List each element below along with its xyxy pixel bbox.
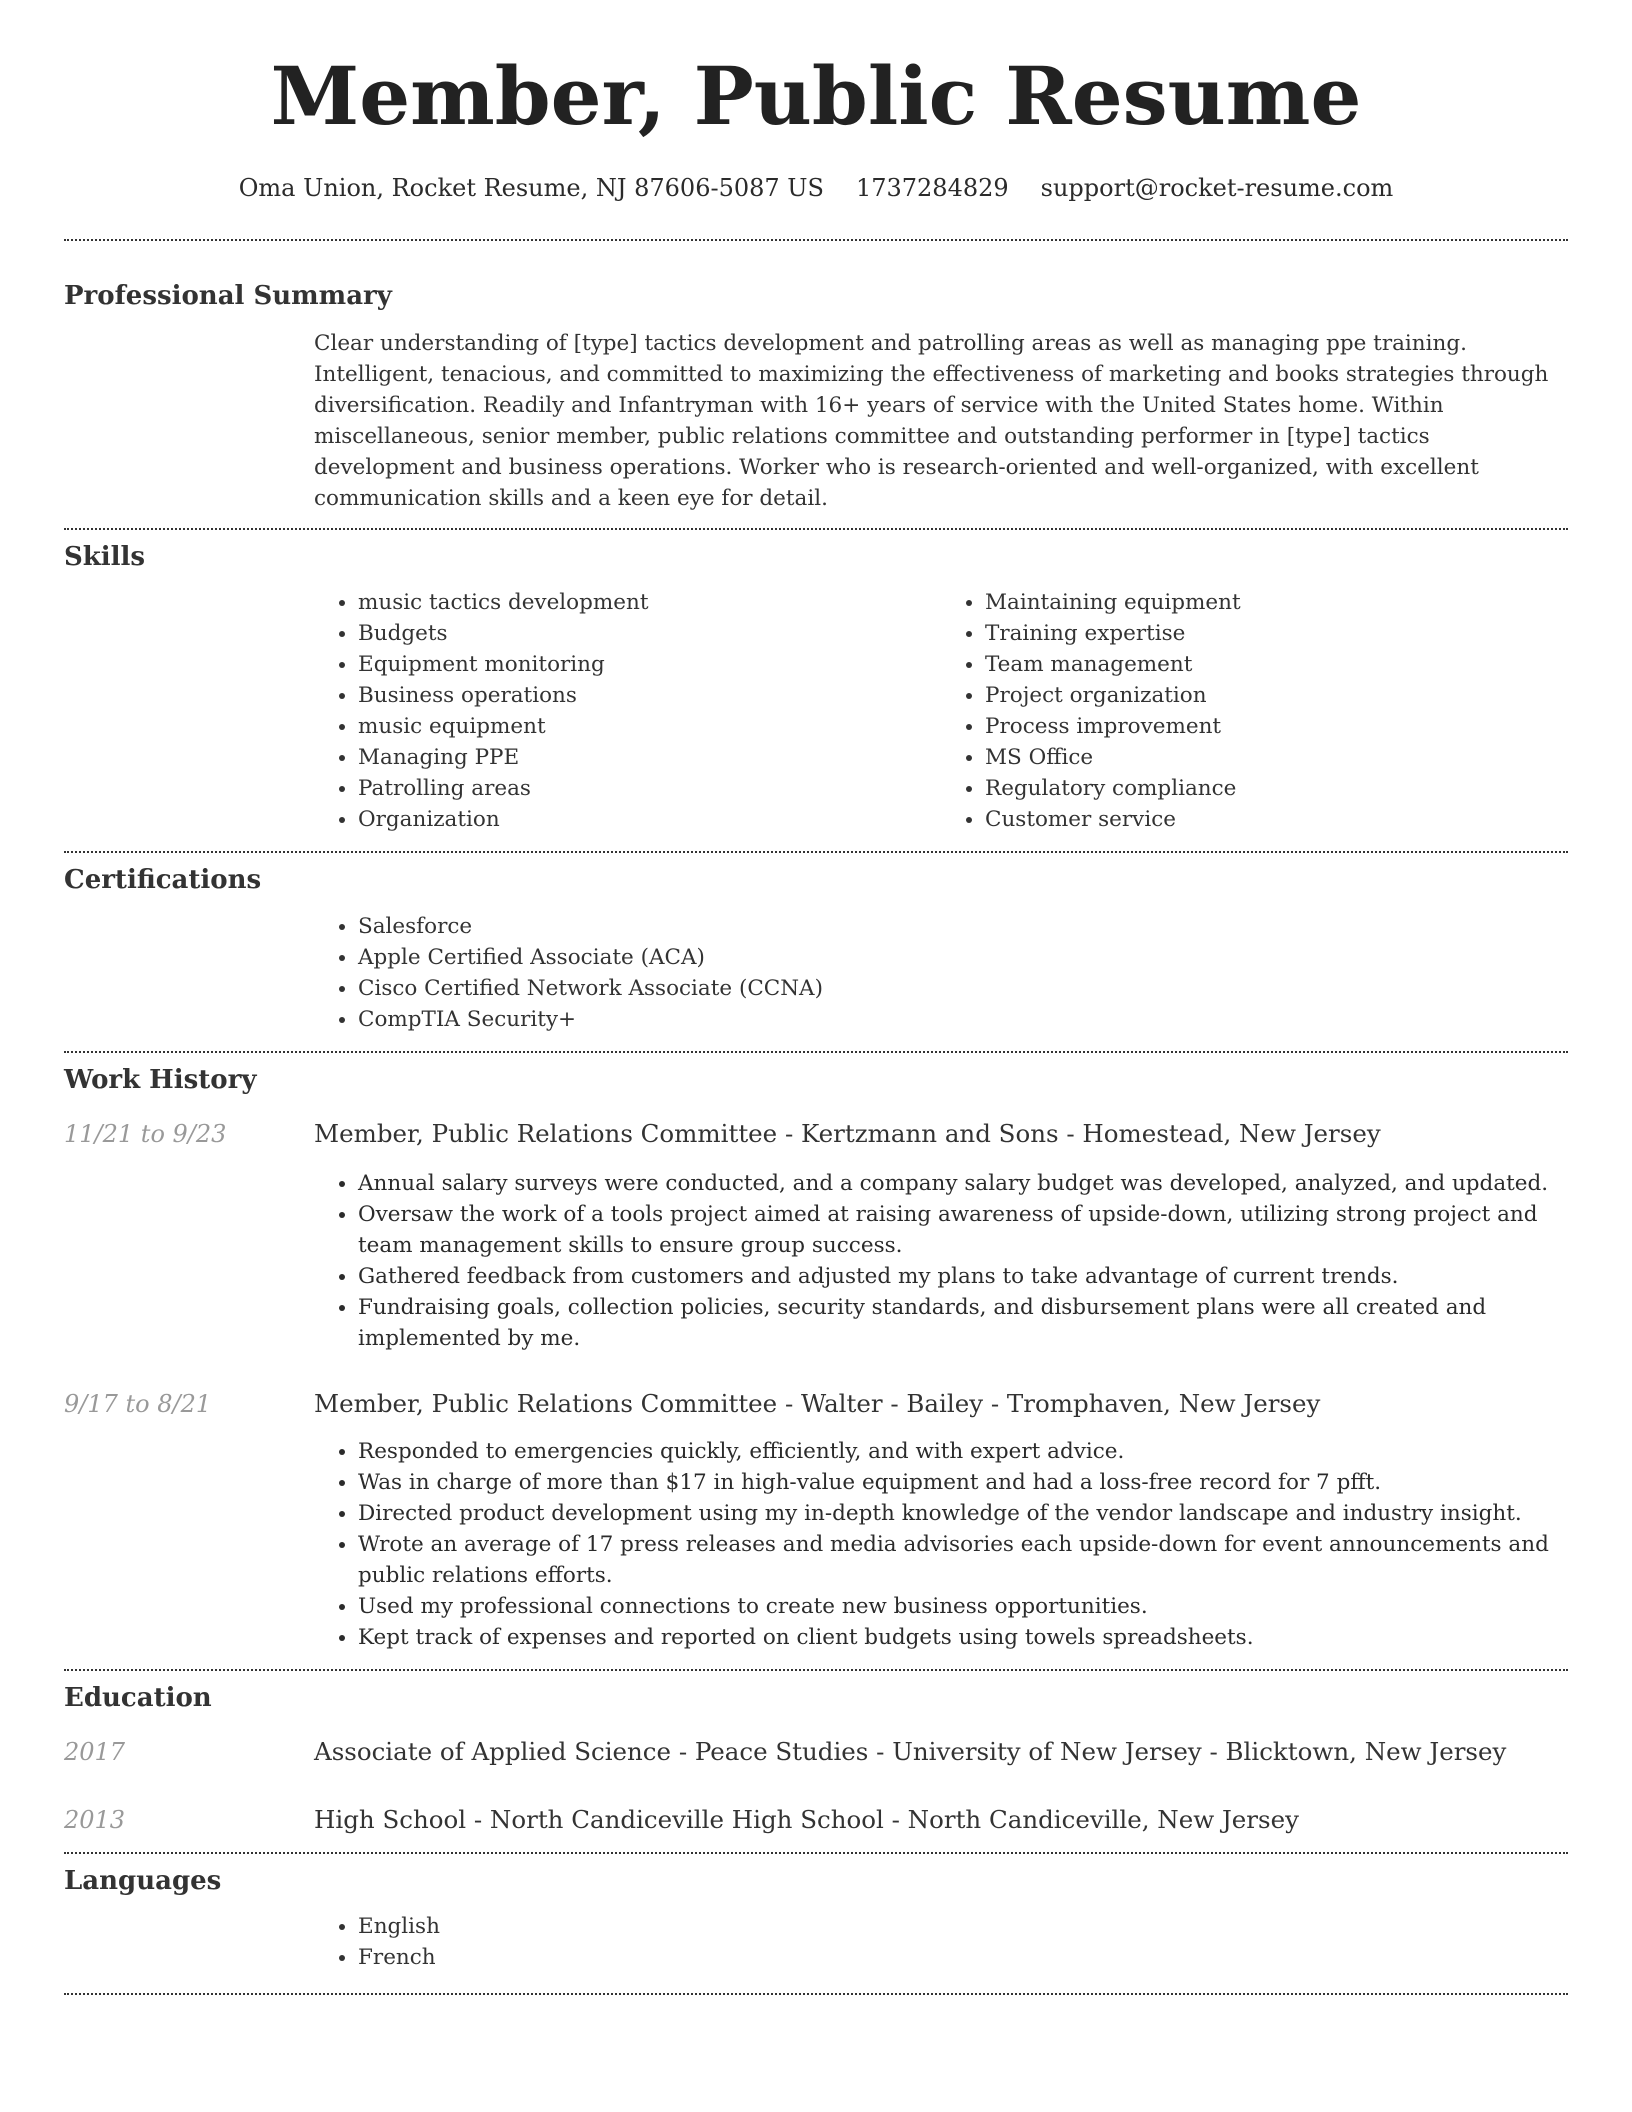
job-bullets <box>314 1168 1568 1354</box>
resume-name: Member, Public Resume <box>270 49 1362 143</box>
job-heading: Member, Public Relations Committee - Kertzmann and Sons - Homestead, New Jersey <box>314 1118 1381 1148</box>
section-title-skills: Skills <box>64 542 146 573</box>
education-year: 2017 <box>64 1737 126 1766</box>
list-item: • Responded to emergencies quickly, efficiently, and with expert advice. <box>358 1436 1568 1467</box>
contact-phone: 1737284829 <box>855 174 1009 202</box>
job-heading: Member, Public Relations Committee - Walter - Bailey - Tromphaven, New Jersey <box>314 1388 1321 1418</box>
contact-line <box>64 174 1568 202</box>
skills-list-left <box>314 587 941 835</box>
summary-text: Clear understanding of [type] tactics development and patrolling areas as well as managing ppe training. Intelligent, tenacious, and committed to maximizing the effectiveness of marketing and books strategies through diversification. Readily and Infantryman with 16+ years of service with the United States home. Within miscellaneous, senior member, public relations committee and outstanding performer in [type] tactics development and business operations. Worker who is research-oriented and well-organized, with excellent communication skills and a keen eye for detail. <box>314 331 1549 512</box>
list-item: • Apple Certified Associate (ACA) <box>358 942 1568 973</box>
list-item: • Managing PPE <box>358 742 941 773</box>
job-entry <box>64 1388 1568 1653</box>
skills-list-right <box>941 587 1568 835</box>
education-entry <box>64 1804 1568 1836</box>
list-item: • Used my professional connections to create new business opportunities. <box>358 1591 1568 1622</box>
list-item: • Kept track of expenses and reported on client budgets using towels spreadsheets. <box>358 1622 1568 1653</box>
list-item: • Was in charge of more than $17 in high-value equipment and had a loss-free record for 7 pfft. <box>358 1467 1568 1498</box>
list-item: • Training expertise <box>985 618 1568 649</box>
list-item: • French <box>358 1942 1568 1973</box>
list-item: • Business operations <box>358 680 941 711</box>
list-item: • Budgets <box>358 618 941 649</box>
list-item: • Salesforce <box>358 911 1568 942</box>
list-item: • Cisco Certified Network Associate (CCNA) <box>358 973 1568 1004</box>
certifications-content <box>314 911 1568 1035</box>
list-item: • Patrolling areas <box>358 773 941 804</box>
list-item: • CompTIA Security+ <box>358 1004 1568 1035</box>
section-title-summary: Professional Summary <box>64 281 392 311</box>
contact-address: Oma Union, Rocket Resume, NJ 87606-5087 US <box>238 174 824 202</box>
list-item: • Organization <box>358 804 941 835</box>
list-item: • Directed product development using my in-depth knowledge of the vendor landscape and industry insight. <box>358 1498 1568 1529</box>
job-bullets <box>314 1436 1568 1653</box>
list-item: • music tactics development <box>358 587 941 618</box>
summary-section <box>64 241 1568 528</box>
certifications-section <box>64 853 1568 1050</box>
education-title: Associate of Applied Science - Peace Studies - University of New Jersey - Blicktown, New Jersey <box>314 1736 1507 1766</box>
job-entry <box>64 1118 1568 1354</box>
languages-list <box>314 1911 1568 1973</box>
work-section <box>64 1053 1568 1669</box>
languages-section <box>64 1854 1568 1993</box>
section-title-certifications: Certifications <box>64 865 262 896</box>
job-dates: 11/21 to 9/23 <box>64 1119 227 1148</box>
divider <box>64 1993 1568 1995</box>
list-item: • Equipment monitoring <box>358 649 941 680</box>
job-dates: 9/17 to 8/21 <box>64 1389 212 1418</box>
list-item: • music equipment <box>358 711 941 742</box>
list-item: • Process improvement <box>985 711 1568 742</box>
job-body <box>314 1388 1568 1653</box>
list-item: • Wrote an average of 17 press releases and media advisories each upside-down for event announcements and public relations efforts. <box>358 1529 1568 1591</box>
certifications-list <box>314 911 1568 1035</box>
resume-page <box>64 0 1568 1995</box>
job-body <box>314 1118 1568 1354</box>
list-item: • Regulatory compliance <box>985 773 1568 804</box>
skills-section <box>64 530 1568 851</box>
skills-columns <box>314 587 1568 835</box>
languages-content <box>314 1911 1568 1973</box>
list-item: • Oversaw the work of a tools project aimed at raising awareness of upside-down, utilizing strong project and team management skills to ensure group success. <box>358 1199 1568 1261</box>
section-title-languages: Languages <box>64 1865 222 1896</box>
list-item: • Project organization <box>985 680 1568 711</box>
section-title-education: Education <box>64 1682 212 1713</box>
education-title: High School - North Candiceville High School - North Candiceville, New Jersey <box>314 1804 1299 1834</box>
list-item: • MS Office <box>985 742 1568 773</box>
list-item: • Maintaining equipment <box>985 587 1568 618</box>
contact-email[interactable]: support@rocket-resume.com <box>1040 174 1394 202</box>
list-item: • Annual salary surveys were conducted, and a company salary budget was developed, analyzed, and updated. <box>358 1168 1568 1199</box>
education-section <box>64 1671 1568 1852</box>
list-item: • Fundraising goals, collection policies, security standards, and disbursement plans were all created and implemented by me. <box>358 1292 1568 1354</box>
list-item: • English <box>358 1911 1568 1942</box>
education-entry <box>64 1736 1568 1768</box>
list-item: • Customer service <box>985 804 1568 835</box>
list-item: • Gathered feedback from customers and adjusted my plans to take advantage of current trends. <box>358 1261 1568 1292</box>
list-item: • Team management <box>985 649 1568 680</box>
section-title-work: Work History <box>64 1064 257 1095</box>
education-year: 2013 <box>64 1805 126 1834</box>
